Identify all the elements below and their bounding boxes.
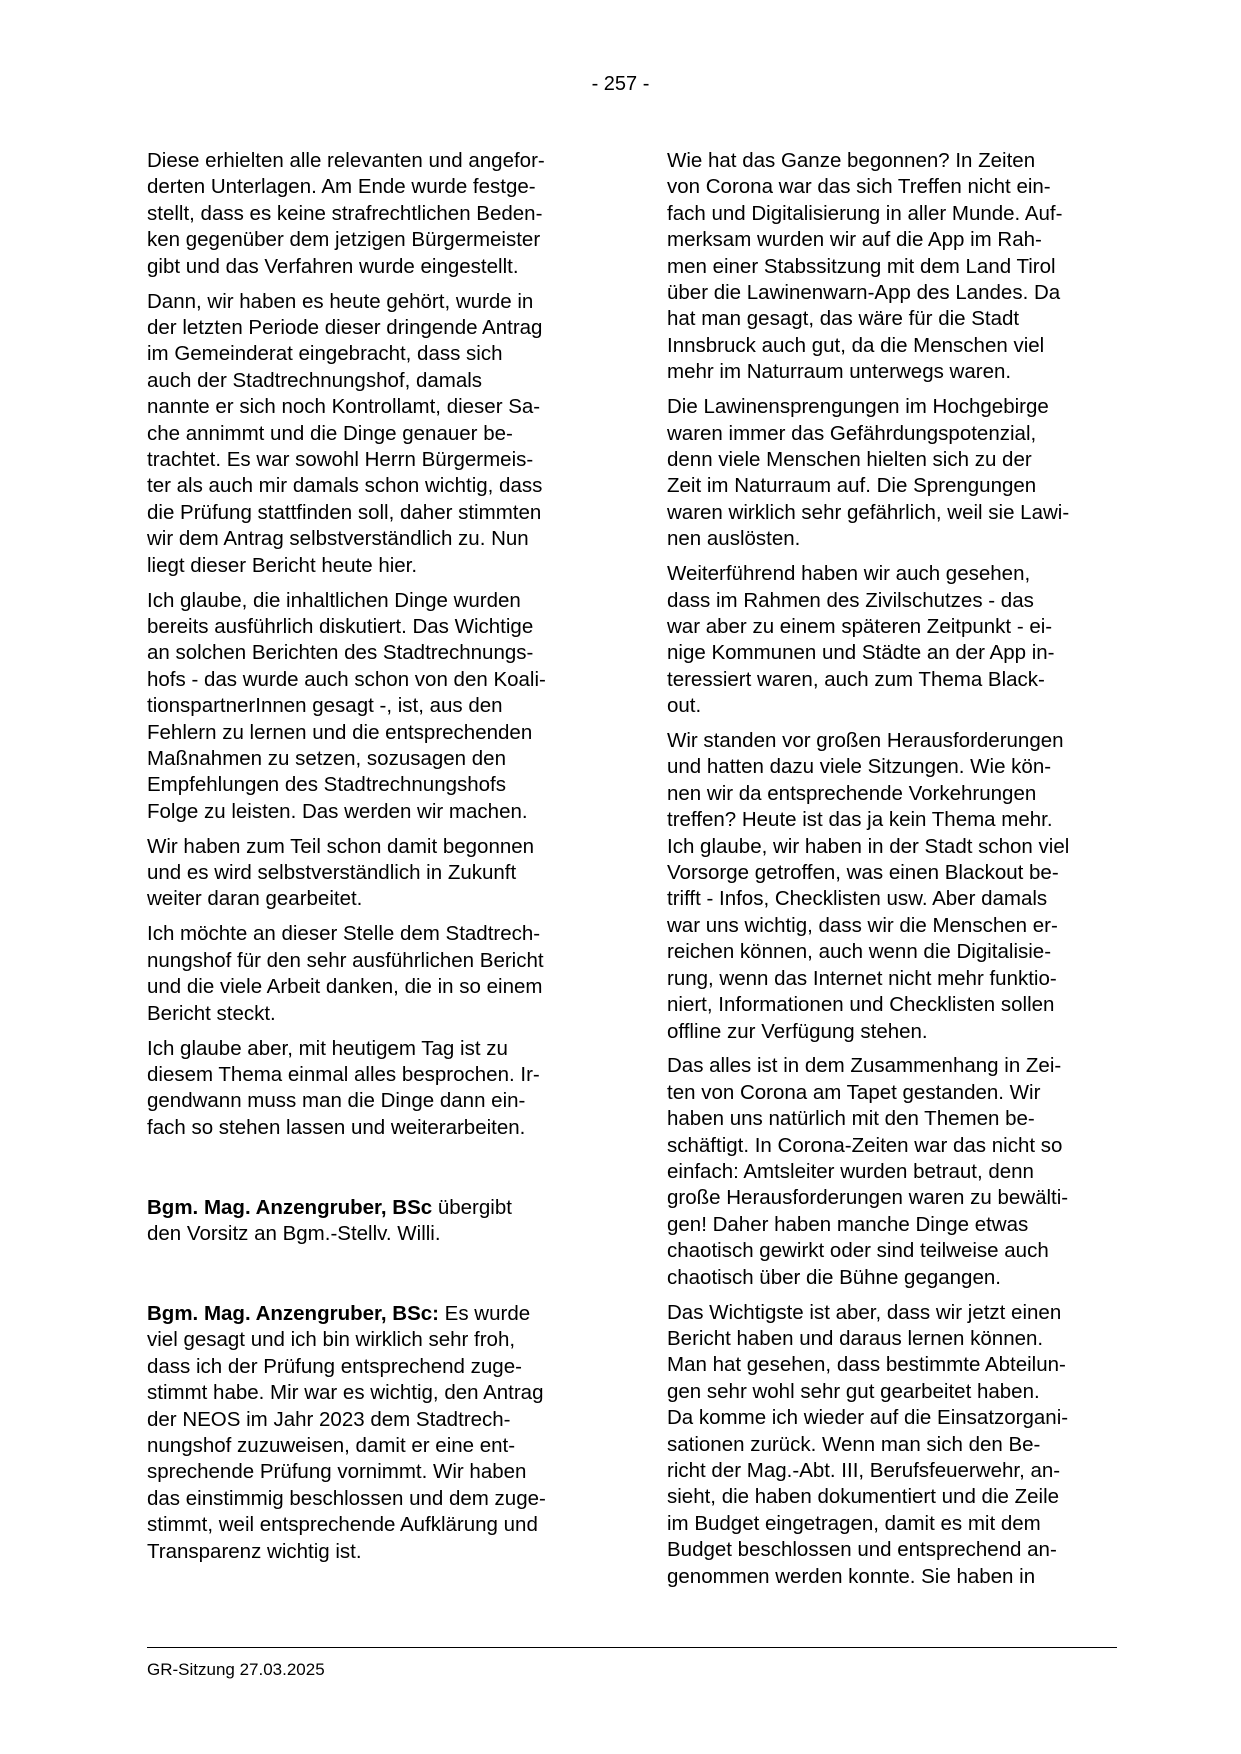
text-line: derten Unterlagen. Am Ende wurde festge- <box>147 175 536 199</box>
right-column <box>667 148 1115 1599</box>
text-line: Das alles ist in dem Zusammenhang in Zei- <box>667 1054 1062 1078</box>
page-number: - 257 - <box>591 73 650 95</box>
text-line: gibt und das Verfahren wurde eingestellt. <box>147 254 519 278</box>
text-line: Wir haben zum Teil schon damit begonnen <box>147 834 535 858</box>
text-line: denn viele Menschen hielten sich zu der <box>667 447 1032 471</box>
text-line: Ich glaube aber, mit heutigem Tag ist zu <box>147 1036 508 1060</box>
text-line: nen auslösten. <box>667 527 801 551</box>
paragraph <box>147 289 595 579</box>
text-line: treffen? Heute ist das ja kein Thema mehr. <box>667 808 1053 832</box>
text-line: Budget beschlossen und entsprechend an- <box>667 1538 1057 1562</box>
text-line: genommen werden konnte. Sie haben in <box>667 1564 1036 1588</box>
text-line: fach und Digitalisierung in aller Munde. Auf- <box>667 201 1063 225</box>
paragraph <box>667 148 1115 386</box>
text-line: merksam wurden wir auf die App im Rah- <box>667 228 1042 252</box>
text-line: teressiert waren, auch zum Thema Black- <box>667 667 1045 691</box>
text-line: che annimmt und die Dinge genauer be- <box>147 421 513 445</box>
paragraph <box>147 1036 595 1142</box>
text-line: niert, Informationen und Checklisten sollen <box>667 993 1055 1017</box>
paragraph <box>667 1300 1115 1590</box>
text-line: Maßnahmen zu setzen, sozusagen den <box>147 746 506 770</box>
text-line: haben uns natürlich mit den Themen be- <box>667 1107 1035 1131</box>
text-line: trachtet. Es war sowohl Herrn Bürgermeis- <box>147 447 534 471</box>
text-line: war aber zu einem späteren Zeitpunkt - ei- <box>667 614 1053 638</box>
text-line: Fehlern zu lernen und die entsprechenden <box>147 720 533 744</box>
text-line: rung, wenn das Internet nicht mehr funktio- <box>667 966 1057 990</box>
text-line: diesem Thema einmal alles besprochen. Ir- <box>147 1062 540 1086</box>
text-line: große Herausforderungen waren zu bewälti- <box>667 1186 1069 1210</box>
text-line: hat man gesagt, das wäre für die Stadt <box>667 307 1020 331</box>
text-line: auch der Stadtrechnungshof, damals <box>147 368 483 392</box>
text-line: gen! Daher haben manche Dinge etwas <box>667 1212 1029 1236</box>
text-line: schäftigt. In Corona-Zeiten war das nicht so <box>667 1133 1063 1157</box>
left-column <box>147 148 595 1574</box>
text-line: Ich glaube, wir haben in der Stadt schon viel <box>667 834 1070 858</box>
text-line: war uns wichtig, dass wir die Menschen er- <box>667 913 1058 937</box>
paragraph <box>667 394 1115 552</box>
footer-rule <box>147 1647 1117 1648</box>
text-line: Ich glaube, die inhaltlichen Dinge wurden <box>147 588 521 612</box>
speaker-note-line: den Vorsitz an Bgm.-Stellv. Willi. <box>147 1222 441 1246</box>
text-line: dass im Rahmen des Zivilschutzes - das <box>667 588 1034 612</box>
text-line: Das Wichtigste ist aber, dass wir jetzt einen <box>667 1300 1062 1324</box>
text-line: Die Lawinensprengungen im Hochgebirge <box>667 395 1049 419</box>
text-line: richt der Mag.-Abt. III, Berufsfeuerwehr, an- <box>667 1459 1061 1482</box>
text-line: Bericht haben und daraus lernen können. <box>667 1326 1044 1350</box>
text-line: Da komme ich wieder auf die Einsatzorgani- <box>667 1406 1069 1430</box>
text-line: über die Lawinenwarn-App des Landes. Da <box>667 281 1061 305</box>
text-line: das einstimmig beschlossen und dem zuge- <box>147 1486 546 1510</box>
paragraph <box>147 588 595 826</box>
paragraph <box>667 561 1115 719</box>
text-line: Weiterführend haben wir auch gesehen, <box>667 562 1031 586</box>
text-line: stimmt, weil entsprechende Aufklärung und <box>147 1513 538 1537</box>
text-line: Bericht steckt. <box>147 1001 276 1025</box>
text-line: von Corona war das sich Treffen nicht ein- <box>667 175 1051 199</box>
text-line: chaotisch über die Bühne gegangen. <box>667 1265 1001 1289</box>
text-line: dass ich der Prüfung entsprechend zuge- <box>147 1354 522 1378</box>
text-line: einfach: Amtsleiter wurden betraut, denn <box>667 1160 1034 1184</box>
text-line: Ich möchte an dieser Stelle dem Stadtrech- <box>147 922 541 946</box>
paragraph <box>667 1053 1115 1291</box>
text-line: sprechende Prüfung vornimmt. Wir haben <box>147 1460 527 1484</box>
speaker-name: Bgm. Mag. Anzengruber, BSc <box>147 1195 433 1219</box>
text-line: Wir standen vor großen Herausforderungen <box>667 729 1064 753</box>
text-line: Man hat gesehen, dass bestimmte Abteilun- <box>667 1353 1066 1377</box>
text-line: Innsbruck auch gut, da die Menschen viel <box>667 333 1045 357</box>
speech-paragraph <box>147 1301 595 1565</box>
text-line: nannte er sich noch Kontrollamt, dieser Sa- <box>147 395 541 419</box>
text-line: im Budget eingetragen, damit es mit dem <box>667 1511 1041 1535</box>
text-line: viel gesagt und ich bin wirklich sehr froh, <box>147 1328 516 1352</box>
text-line: ken gegenüber dem jetzigen Bürgermeister <box>147 228 541 252</box>
text-line: im Gemeinderat eingebracht, dass sich <box>147 342 503 366</box>
text-line: liegt dieser Bericht heute hier. <box>147 553 418 577</box>
text-line: und es wird selbstverständlich in Zukunft <box>147 861 517 885</box>
speech-text: Es wurde <box>438 1301 531 1325</box>
speech-lines <box>147 1327 595 1565</box>
text-line: fach so stehen lassen und weiterarbeiten. <box>147 1115 526 1139</box>
text-line: waren immer das Gefährdungspotenzial, <box>667 421 1037 445</box>
text-line: sationen zurück. Wenn man sich den Be- <box>667 1432 1041 1456</box>
text-line: stellt, dass es keine strafrechtlichen Beden- <box>147 201 543 225</box>
text-line: ten von Corona am Tapet gestanden. Wir <box>667 1080 1041 1104</box>
text-line: gen sehr wohl sehr gut gearbeitet haben. <box>667 1379 1040 1403</box>
text-line: der NEOS im Jahr 2023 dem Stadtrech- <box>147 1407 511 1431</box>
text-line: gendwann muss man die Dinge dann ein- <box>147 1089 526 1113</box>
paragraph <box>147 921 595 1027</box>
text-line: reichen können, auch wenn die Digitalisie- <box>667 940 1052 964</box>
text-line: hofs - das wurde auch schon von den Koali- <box>147 667 546 691</box>
text-line: ter als auch mir damals schon wichtig, dass <box>147 474 543 498</box>
text-line: Folge zu leisten. Das werden wir machen. <box>147 799 528 823</box>
text-line: Empfehlungen des Stadtrechnungshofs <box>147 773 507 797</box>
text-line: und die viele Arbeit danken, die in so einem <box>147 975 543 999</box>
text-line: stimmt habe. Mir war es wichtig, den Antrag <box>147 1381 544 1405</box>
text-line: an solchen Berichten des Stadtrechnungs- <box>147 641 534 665</box>
text-line: out. <box>667 694 702 718</box>
paragraph <box>667 728 1115 1045</box>
speaker-note <box>147 1195 595 1248</box>
text-line: Vorsorge getroffen, was einen Blackout be- <box>667 861 1059 885</box>
text-line: nige Kommunen und Städte an der App in- <box>667 641 1055 665</box>
text-line: der letzten Periode dieser dringende Antrag <box>147 315 543 339</box>
text-line: die Prüfung stattfinden soll, daher stimmten <box>147 500 542 524</box>
paragraph <box>147 834 595 913</box>
text-line: Dann, wir haben es heute gehört, wurde in <box>147 289 534 313</box>
footer: GR-Sitzung 27.03.2025 <box>147 1660 325 1679</box>
text-line: weiter daran gearbeitet. <box>147 887 363 911</box>
text-line: trifft - Infos, Checklisten usw. Aber damals <box>667 887 1048 911</box>
text-line: nungshof für den sehr ausführlichen Bericht <box>147 948 544 972</box>
text-line: sieht, die haben dokumentiert und die Zeile <box>667 1485 1060 1509</box>
text-line: waren wirklich sehr gefährlich, weil sie Lawi- <box>667 500 1070 524</box>
text-line: Transparenz wichtig ist. <box>147 1539 362 1563</box>
text-line: wir dem Antrag selbstverständlich zu. Nun <box>147 527 529 551</box>
paragraph <box>147 148 595 280</box>
text-line: Wie hat das Ganze begonnen? In Zeiten <box>667 149 1036 172</box>
text-line: nen wir da entsprechende Vorkehrungen <box>667 781 1037 805</box>
text-line: Diese erhielten alle relevanten und angefor- <box>147 149 545 172</box>
text-line: und hatten dazu viele Sitzungen. Wie kön- <box>667 755 1052 779</box>
speaker-note-text: übergibt <box>432 1195 512 1219</box>
text-line: chaotisch gewirkt oder sind teilweise auch <box>667 1239 1049 1263</box>
text-line: Zeit im Naturraum auf. Die Sprengungen <box>667 474 1037 498</box>
text-line: bereits ausführlich diskutiert. Das Wichtige <box>147 614 534 638</box>
speaker-name: Bgm. Mag. Anzengruber, BSc: <box>147 1301 439 1325</box>
text-line: offline zur Verfügung stehen. <box>667 1019 928 1043</box>
text-line: tionspartnerInnen gesagt -, ist, aus den <box>147 694 503 718</box>
text-line: men einer Stabssitzung mit dem Land Tirol <box>667 254 1056 278</box>
text-line: mehr im Naturraum unterwegs waren. <box>667 360 1012 384</box>
text-line: nungshof zuzuweisen, damit er eine ent- <box>147 1433 516 1457</box>
